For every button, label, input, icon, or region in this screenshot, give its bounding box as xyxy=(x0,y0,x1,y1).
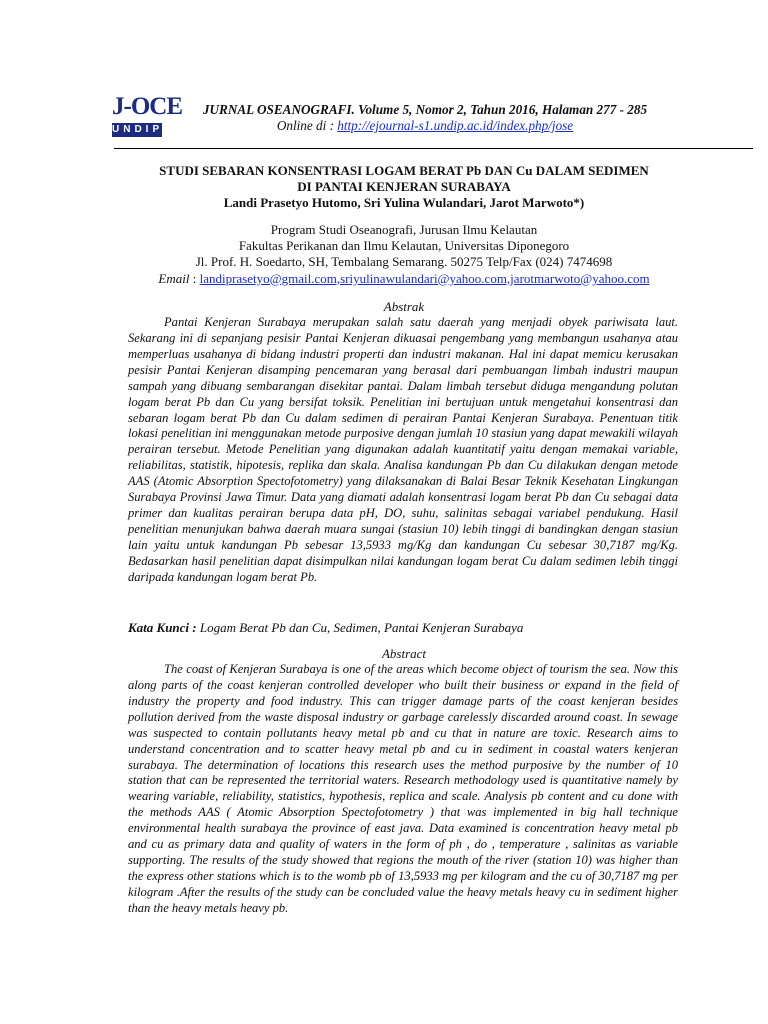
abstrak-body: Pantai Kenjeran Surabaya merupakan salah satu daerah yang menjadi obyek pariwisata laut. Sekarang ini di sepanjang pesisir Pantai Kenjeran dikuasai pengembang yang membangun usahanya atau memperluas usahanya di bidang industri properti dan industri makanan. Hal ini dapat memicu kerusakan pesisir Pantai Kenjeran disamping pencemaran yang berasal dari pembuangan limbah industri maupun sampah yang dibuang sembarangan disekitar pantai. Dalam limbah tersebut diduga mengandung polutan logam berat Pb dan Cu yang bersifat toksik. Penelitian ini bertujuan untuk mengetahui konsentrasi dan sebaran logam berat Pb dan Cu dalam sedimen di perairan Pantai Kenjeran Surabaya. Penentuan titik lokasi penelitian ini menggunakan metode purposive dengan jumlah 10 stasiun yang dapat mewakili wilayah perairan tersebut. Metode Penelitian yang digunakan adalah kuantitatif yaitu dengan memakai variable, reliabilitas, statistik, hipotesis, replika dan skala. Analisa kandungan Pb dan Cu dilakukan dengan metode AAS (Atomic Absorption Spectofotometry) yang dilaksanakan di Balai Besar Teknik Kesehatan Lingkungan Surabaya Provinsi Jawa Timur. Data yang diamati adalah konsentrasi logam berat Pb dan Cu sebagai data primer dan kualitas perairan berupa data pH, DO, suhu, salinitas sebagai variabel pendukung. Hasil penelitian menunjukan bahwa daerah muara sungai (stasiun 10) lebih tinggi di bandingkan dengan stasiun lain yaitu untuk kandungan Pb sebesar 13,5933 mg/Kg dan kandungan Cu sebesar 30,7187 mg/Kg. Bedasarkan hasil penelitian dapat disimpulkan nilai kandungan logam berat Cu dalam sedimen lebih tinggi daripada kandungan logam berat Pb. xyxy=(128,315,678,584)
email-label: Email xyxy=(158,270,190,286)
journal-header xyxy=(160,102,690,134)
journal-url-link[interactable]: http://ejournal-s1.undip.ac.id/index.php/jose xyxy=(337,118,574,133)
keywords-line xyxy=(128,620,688,636)
keywords-label: Kata Kunci : xyxy=(128,620,197,635)
online-line xyxy=(160,118,690,134)
paper-title-line-2: DI PANTAI KENJERAN SURABAYA xyxy=(297,179,511,194)
affiliation-block xyxy=(110,222,698,287)
header-divider xyxy=(114,148,753,149)
paper-title-line-1: STUDI SEBARAN KONSENTRASI LOGAM BERAT Pb DAN Cu DALAM SEDIMEN xyxy=(159,163,649,178)
paper-title-block xyxy=(110,163,698,211)
keywords-text: Logam Berat Pb dan Cu, Sedimen, Pantai Kenjeran Surabaya xyxy=(196,620,524,635)
journal-citation: JURNAL OSEANOGRAFI. Volume 5, Nomor 2, Tahun 2016, Halaman 277 - 285 xyxy=(202,102,648,117)
abstrak-heading: Abstrak xyxy=(383,299,425,314)
abstract-heading: Abstract xyxy=(381,646,427,661)
affiliation-line-3: Jl. Prof. H. Soedarto, SH, Tembalang Semarang. 50275 Telp/Fax (024) 7474698 xyxy=(195,254,613,270)
abstract-body: The coast of Kenjeran Surabaya is one of the areas which become object of tourism the sea. Now this along parts of the coast kenjeran controlled developer who built their business or expand in the field of industry the property and food industry. This can trigger damage parts of the coast kenjeran besides pollution derived from the waste disposal industry or garbage carelessly discarded around coast. In sewage was suspected to contain pollutants heavy metal pb and cu that in nature are toxic. Research aims to understand concentration and to scatter heavy metal pb and cu in sediment in coastal waters kenjeran surabaya. The determination of locations this research uses the method purposive by the number of 10 station that can be represented the territorial waters. Research methodology used is quantitative namely by wearing variable, reliability, statistics, hypothesis, replica and scale. Analysis pb content and cu done with the methods AAS ( Atomic Absorption Spectofotometry ) that was implemented in big hall technique environmental health surabaya the province of east java. Data examined is concentration heavy metal pb and cu as primary data and quality of waters in the form of ph , do , temperature , salinitas as variable supporting. The results of the study showed that regions the mouth of the river (station 10) was higher than the express other stations which is to the womb pb of 13,5933 mg per kilogram and the cu of 30,7187 mg per kilogram .After the results of the study can be concluded value the heavy metals heavy cu in sediment higher than the heavy metals heavy pb. xyxy=(128,662,678,915)
affiliation-line-2: Fakultas Perikanan dan Ilmu Kelautan, Universitas Diponegoro xyxy=(238,238,570,254)
affiliation-line-1: Program Studi Oseanografi, Jurusan Ilmu Kelautan xyxy=(270,222,538,237)
journal-logo xyxy=(112,93,182,139)
authors: Landi Prasetyo Hutomo, Sri Yulina Wulandari, Jarot Marwoto*) xyxy=(223,195,585,210)
logo-subtext: UNDIP xyxy=(112,124,164,135)
email-addresses-link[interactable]: landiprasetyo@gmail.com,sriyulinawulandari@yahoo.com,jarotmarwoto@yahoo.com xyxy=(199,270,650,286)
email-line xyxy=(110,271,698,287)
logo-text: J-OCE xyxy=(112,93,182,120)
online-label: Online di : xyxy=(276,118,338,133)
email-separator: : xyxy=(189,270,200,286)
